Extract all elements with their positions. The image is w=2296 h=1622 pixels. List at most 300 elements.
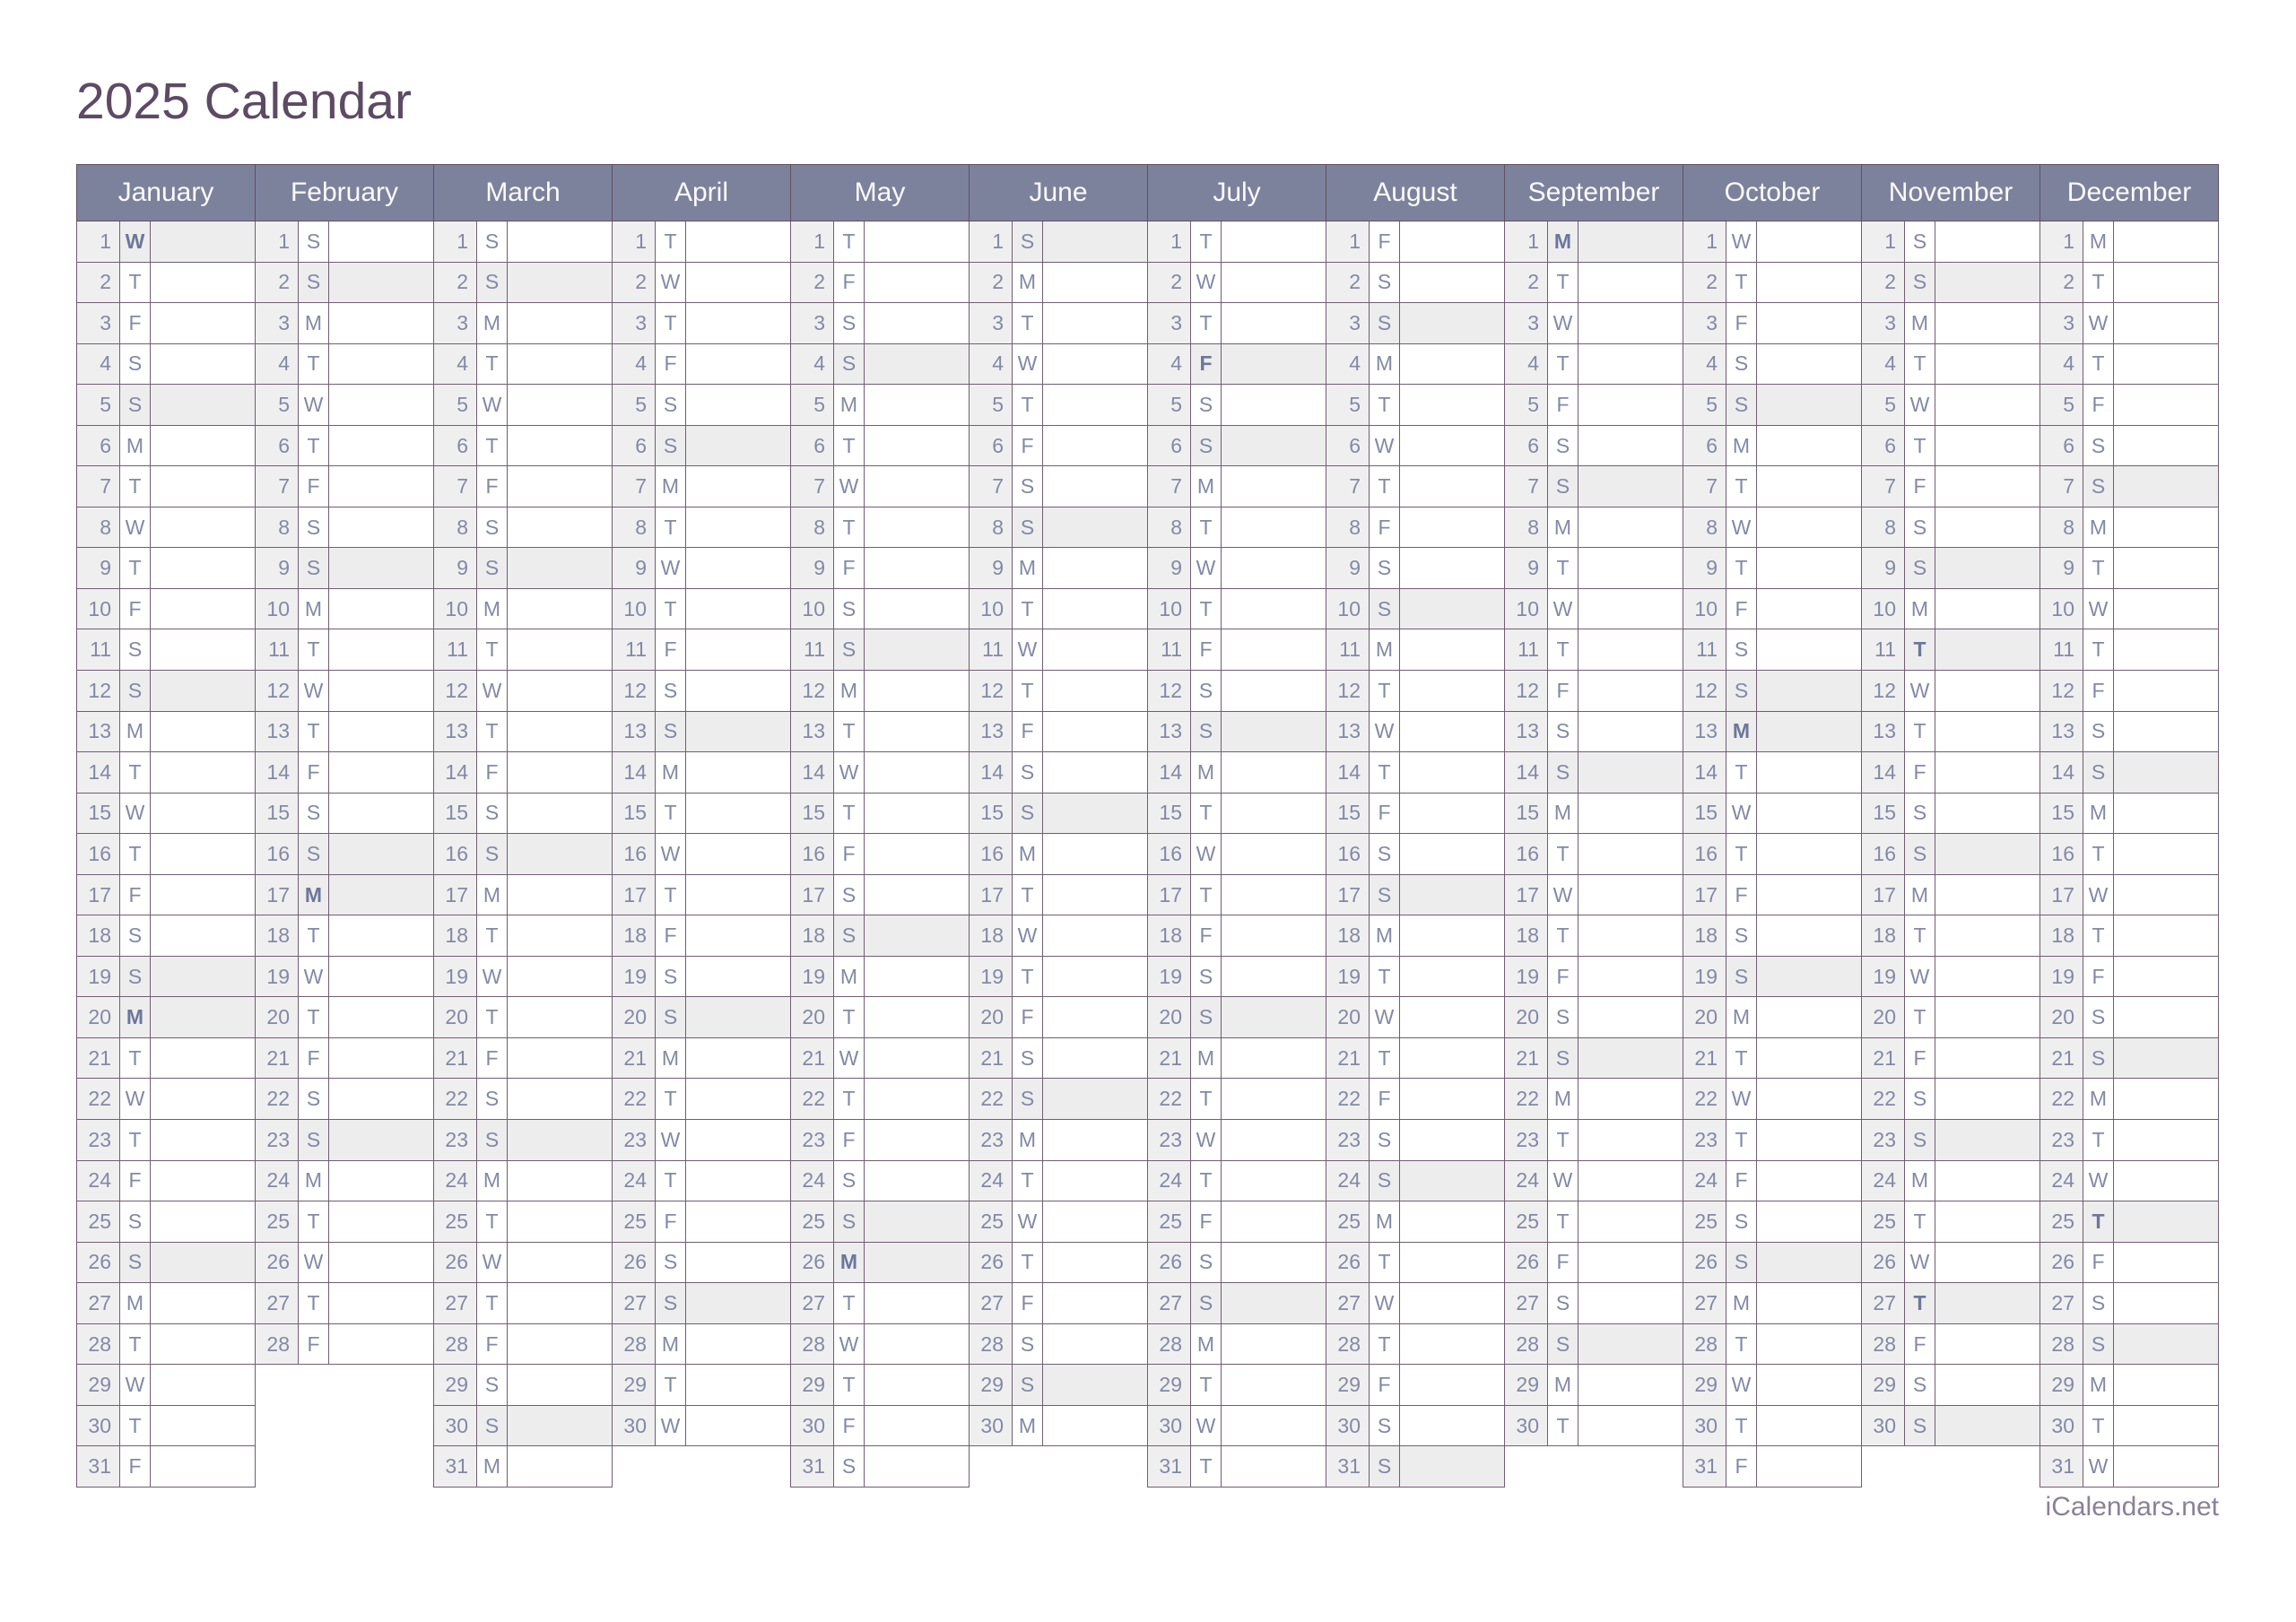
day-notes-area [1400,875,1505,915]
day-number: 23 [970,1120,1013,1160]
day-notes-area [1400,1446,1505,1487]
day-notes-area [151,1038,256,1079]
day-notes-area [1757,957,1862,997]
day-row [255,344,434,386]
day-number: 21 [434,1038,477,1079]
day-row [2039,1201,2219,1243]
day-row [1147,957,1326,998]
day-letter: M [1905,303,1935,343]
day-letter: S [1548,1283,1578,1323]
day-row [969,1038,1148,1080]
day-notes-area [2114,1201,2219,1242]
day-row [1504,385,1683,426]
day-number: 9 [256,548,299,588]
day-number: 24 [791,1161,834,1201]
day-notes-area [1400,1038,1505,1079]
day-letter: T [1726,466,1757,507]
day-letter: T [299,629,329,670]
day-number: 26 [1505,1243,1548,1283]
day-row [2039,1079,2219,1120]
day-letter: F [477,1038,508,1079]
day-row [2039,997,2219,1038]
day-notes-area [1578,548,1683,588]
day-row [1147,875,1326,916]
day-letter: T [477,712,508,752]
day-letter: S [656,385,686,425]
day-number: 8 [1148,507,1191,548]
day-row [1683,507,1862,549]
day-row [790,1446,970,1488]
day-number: 17 [1683,875,1726,915]
day-letter: T [1370,385,1400,425]
day-letter: T [656,589,686,629]
day-letter: T [1905,1283,1935,1323]
day-row [969,221,1148,263]
day-notes-area [1935,1038,2040,1079]
day-row [612,794,791,835]
day-notes-area [329,957,434,997]
day-row [1861,1406,2040,1447]
day-notes-area [1222,957,1326,997]
day-letter: S [120,915,151,956]
day-notes-area [1578,1243,1683,1283]
day-number: 22 [1683,1079,1726,1119]
day-notes-area [329,589,434,629]
day-letter: F [2083,957,2114,997]
day-number: 7 [970,466,1013,507]
day-number: 20 [2040,997,2083,1037]
day-letter: F [120,1161,151,1201]
day-row [255,671,434,712]
day-letter: M [477,589,508,629]
day-notes-area [2114,263,2219,303]
day-number: 8 [791,507,834,548]
day-row [255,997,434,1038]
day-number: 20 [1326,997,1370,1037]
day-number: 14 [256,752,299,793]
day-notes-area [865,1079,970,1119]
day-letter: S [656,671,686,711]
day-letter: F [1548,385,1578,425]
day-number: 18 [1862,915,1905,956]
day-notes-area [1222,1079,1326,1119]
day-letter: F [2083,671,2114,711]
day-letter: S [1013,1038,1043,1079]
day-letter: T [120,752,151,793]
day-row [1326,1243,1505,1284]
day-row [2039,589,2219,630]
day-notes-area [2114,1324,2219,1365]
day-row [433,507,613,549]
day-letter: F [834,548,865,588]
day-number: 6 [970,426,1013,466]
day-notes-area [1222,1406,1326,1446]
day-letter: S [834,1201,865,1242]
day-letter: S [1905,548,1935,588]
day-notes-area [508,263,613,303]
day-letter: T [2083,629,2114,670]
day-row [969,1406,1148,1447]
day-number: 19 [434,957,477,997]
day-notes-area [1578,589,1683,629]
day-row [2039,957,2219,998]
day-row [1326,794,1505,835]
day-letter: T [656,221,686,262]
day-row [969,752,1148,794]
day-notes-area [1935,629,2040,670]
day-row [1504,1161,1683,1202]
day-notes-area [865,1161,970,1201]
day-row [1861,794,2040,835]
day-number: 28 [791,1324,834,1365]
day-notes-area [1757,1243,1862,1283]
day-number: 10 [1505,589,1548,629]
day-letter: T [834,794,865,834]
day-row [255,263,434,304]
day-letter: T [834,426,865,466]
day-notes-area [1400,466,1505,507]
day-number: 2 [1862,263,1905,303]
day-row [1147,794,1326,835]
day-row [76,957,256,998]
day-notes-area [2114,1446,2219,1487]
day-number: 18 [1683,915,1726,956]
day-letter: M [1548,1079,1578,1119]
day-number: 26 [1326,1243,1370,1283]
day-letter: T [1548,1201,1578,1242]
day-row [612,712,791,753]
day-row [76,629,256,671]
day-letter: M [834,385,865,425]
day-notes-area [1578,915,1683,956]
day-number: 3 [791,303,834,343]
day-row [2039,752,2219,794]
day-row [790,1243,970,1284]
day-notes-area [865,466,970,507]
day-row [255,712,434,753]
day-row [612,875,791,916]
day-notes-area [1400,1365,1505,1405]
day-number: 20 [1148,997,1191,1037]
day-letter: M [2083,1365,2114,1405]
day-number: 29 [791,1365,834,1405]
day-row [969,629,1148,671]
day-number: 30 [77,1406,120,1446]
day-notes-area [1043,1079,1148,1119]
day-number: 16 [434,834,477,874]
day-letter: S [1905,1120,1935,1160]
day-letter: M [1370,629,1400,670]
day-number: 22 [2040,1079,2083,1119]
day-row [790,1324,970,1366]
day-row [790,1201,970,1243]
day-row [255,752,434,794]
day-letter: F [299,466,329,507]
month-header-september: September [1504,164,1683,221]
day-notes-area [329,1324,434,1365]
day-notes-area [686,1201,791,1242]
day-number: 28 [1326,1324,1370,1365]
day-letter: F [1726,589,1757,629]
day-notes-area [2114,752,2219,793]
day-number: 27 [256,1283,299,1323]
day-row [1147,221,1326,263]
day-letter: S [1905,1365,1935,1405]
day-row [969,997,1148,1038]
day-number: 27 [1683,1283,1726,1323]
day-number: 26 [2040,1243,2083,1283]
day-number: 21 [1862,1038,1905,1079]
day-letter: T [1905,997,1935,1037]
day-number: 14 [613,752,656,793]
day-number: 15 [1505,794,1548,834]
day-letter: S [834,875,865,915]
day-number: 26 [434,1243,477,1283]
day-letter: S [656,1243,686,1283]
day-letter: S [1726,385,1757,425]
day-notes-area [686,752,791,793]
day-row [2039,794,2219,835]
day-letter: T [120,1120,151,1160]
day-row [1861,957,2040,998]
day-letter: F [120,303,151,343]
day-row [1683,1079,1862,1120]
day-row [76,712,256,753]
day-notes-area [151,752,256,793]
day-letter: S [1370,548,1400,588]
day-notes-area [151,344,256,385]
day-notes-area [151,507,256,548]
month-column-march [433,164,613,1488]
day-number: 2 [970,263,1013,303]
day-number: 21 [256,1038,299,1079]
day-notes-area [1935,1201,2040,1242]
day-row [790,344,970,386]
day-number: 29 [1862,1365,1905,1405]
day-letter: F [656,1201,686,1242]
day-letter: T [1370,957,1400,997]
day-row [612,426,791,467]
day-row [969,426,1148,467]
day-row [2039,834,2219,875]
day-notes-area [686,1283,791,1323]
day-row [433,466,613,507]
day-number: 10 [613,589,656,629]
day-row [2039,712,2219,753]
day-row [433,221,613,263]
day-number: 12 [1683,671,1726,711]
day-number: 13 [434,712,477,752]
day-row [255,1283,434,1324]
day-row [612,752,791,794]
day-row [1683,548,1862,589]
day-letter: T [1548,1406,1578,1446]
day-number: 7 [1683,466,1726,507]
day-number: 21 [77,1038,120,1079]
day-notes-area [686,875,791,915]
day-number: 15 [970,794,1013,834]
day-letter: M [1013,1120,1043,1160]
day-letter: S [477,1365,508,1405]
day-letter: T [1013,589,1043,629]
day-number: 22 [1862,1079,1905,1119]
day-notes-area [508,589,613,629]
day-notes-area [329,426,434,466]
day-notes-area [2114,1283,2219,1323]
day-notes-area [1400,1324,1505,1365]
day-notes-area [865,344,970,385]
day-row [1147,629,1326,671]
day-row [1861,344,2040,386]
day-row [612,915,791,957]
day-number: 26 [1148,1243,1191,1283]
day-row [1504,712,1683,753]
day-letter: M [1548,1365,1578,1405]
day-notes-area [1400,426,1505,466]
day-letter: W [2083,1161,2114,1201]
day-number: 10 [256,589,299,629]
day-row [1147,1161,1326,1202]
day-number: 6 [2040,426,2083,466]
day-notes-area [1043,629,1148,670]
day-number: 26 [970,1243,1013,1283]
day-number: 21 [1505,1038,1548,1079]
day-row [433,426,613,467]
day-letter: S [1191,426,1222,466]
day-number: 6 [1683,426,1726,466]
day-letter: S [1726,344,1757,385]
day-number: 23 [791,1120,834,1160]
day-row [790,385,970,426]
day-number: 18 [256,915,299,956]
day-notes-area [508,1446,613,1487]
day-row [1683,752,1862,794]
day-row [433,1446,613,1488]
day-letter: S [834,1446,865,1487]
day-row [1683,1038,1862,1080]
day-number: 19 [2040,957,2083,997]
day-letter: T [1013,1161,1043,1201]
day-number: 23 [256,1120,299,1160]
day-number: 3 [77,303,120,343]
day-row [255,1161,434,1202]
day-row [433,834,613,875]
day-row [76,303,256,344]
day-number: 5 [791,385,834,425]
day-number: 2 [1683,263,1726,303]
day-notes-area [686,1243,791,1283]
day-number: 10 [434,589,477,629]
day-letter: W [1726,221,1757,262]
day-letter: S [2083,426,2114,466]
day-notes-area [508,548,613,588]
day-letter: T [1191,221,1222,262]
day-row [790,303,970,344]
day-number: 15 [1683,794,1726,834]
day-notes-area [2114,875,2219,915]
day-letter: T [656,875,686,915]
day-notes-area [508,466,613,507]
day-letter: T [1726,752,1757,793]
day-row [433,1161,613,1202]
day-letter: T [834,997,865,1037]
day-number: 2 [1148,263,1191,303]
day-number: 11 [1326,629,1370,670]
day-number: 7 [1148,466,1191,507]
day-notes-area [1757,466,1862,507]
day-row [255,1079,434,1120]
day-number: 18 [434,915,477,956]
day-letter: S [299,507,329,548]
day-number: 27 [1862,1283,1905,1323]
day-row [76,1079,256,1120]
day-row [1326,221,1505,263]
day-number: 5 [2040,385,2083,425]
day-notes-area [1400,221,1505,262]
day-number: 7 [77,466,120,507]
day-row [1504,1038,1683,1080]
day-notes-area [1578,997,1683,1037]
day-number: 28 [1683,1324,1726,1365]
month-column-september [1504,164,1683,1446]
day-letter: W [1726,794,1757,834]
day-notes-area [2114,712,2219,752]
day-notes-area [1222,875,1326,915]
day-letter: W [656,263,686,303]
day-letter: S [299,1079,329,1119]
day-row [433,1365,613,1406]
day-number: 3 [2040,303,2083,343]
day-notes-area [1043,1243,1148,1283]
day-notes-area [1757,915,1862,956]
day-notes-area [1043,426,1148,466]
day-letter: W [1191,548,1222,588]
day-row [1683,303,1862,344]
day-letter: W [834,1038,865,1079]
day-notes-area [865,875,970,915]
day-row [2039,1120,2219,1161]
day-number: 20 [613,997,656,1037]
day-notes-area [1757,344,1862,385]
day-number: 18 [1505,915,1548,956]
day-notes-area [151,1201,256,1242]
day-letter: T [1726,1406,1757,1446]
day-notes-area [1935,303,2040,343]
day-notes-area [151,1446,256,1487]
day-number: 13 [1862,712,1905,752]
day-letter: S [1370,1120,1400,1160]
day-row [1326,915,1505,957]
day-row [1683,915,1862,957]
day-row [1683,997,1862,1038]
day-number: 14 [77,752,120,793]
day-letter: W [656,834,686,874]
day-number: 7 [1505,466,1548,507]
day-number: 16 [1505,834,1548,874]
day-number: 25 [1326,1201,1370,1242]
day-row [790,507,970,549]
day-number: 12 [77,671,120,711]
day-letter: T [1191,1079,1222,1119]
day-number: 25 [2040,1201,2083,1242]
day-notes-area [1757,507,1862,548]
day-number: 28 [434,1324,477,1365]
day-letter: S [299,834,329,874]
day-letter: W [1370,712,1400,752]
day-row [1861,629,2040,671]
day-letter: F [834,263,865,303]
day-row [433,385,613,426]
